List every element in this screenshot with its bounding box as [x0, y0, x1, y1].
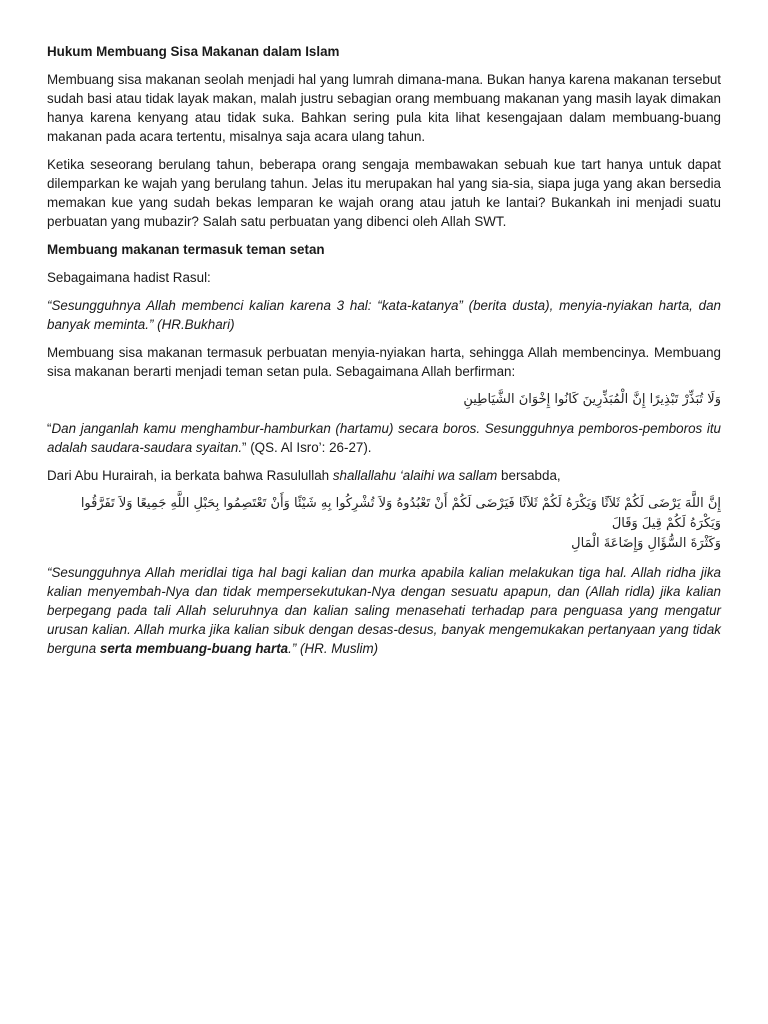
paragraph-explanation: Membuang sisa makanan termasuk perbuatan menyia-nyiakan harta, sehingga Allah membencinya. Membuang sisa makanan berarti menjadi teman setan pula. Sebagaimana Allah berfirman: — [47, 345, 721, 379]
document-page — [47, 42, 721, 667]
arabic-verse: وَلَا تُبَذِّرْ تَبْذِيرًا إِنَّ الْمُبَذِّرِينَ كَانُوا إِخْوَانَ الشَّيَاطِينِ — [463, 392, 721, 407]
arabic-hadith-line: إِنَّ اللَّهَ يَرْضَى لَكُمْ ثَلاَثًا وَيَكْرَهُ لَكُمْ ثَلاَثًا فَيَرْضَى لَكُمْ أَنْ تَعْبُدُوهُ وَلاَ تُشْرِكُوا بِهِ شَيْئًا وَأَنْ تَعْتَصِمُوا بِحَبْلِ اللَّهِ جَمِيعًا وَلاَ تَفَرَّقُوا وَيَكْرَهُ لَكُمْ قِيلَ وَقَالَ — [80, 496, 721, 531]
arabic-hadith-line: وَكَثْرَةَ السُّؤَالِ وَإِضَاعَةَ الْمَالِ — [571, 536, 721, 551]
hadith-translation-muslim — [47, 563, 721, 658]
narration-tail: bersabda, — [497, 468, 561, 483]
narration-lead: Dari Abu Hurairah, ia berkata bahwa Rasulullah — [47, 468, 333, 483]
paragraph-birthday: Ketika seseorang berulang tahun, beberapa orang sengaja membawakan sebuah kue tart hanya untuk dapat dilemparkan ke wajah yang berulang tahun. Jelas itu merupakan hal yang sia-sia, siapa juga yang akan bersedia memakan kue yang sudah bekas lemparan ke wajah orang atau jatuh ke lantai? Bukankah ini menjadi suatu perbuatan yang mubazir? Salah satu perbuatan yang dibenci oleh Allah SWT. — [47, 157, 721, 229]
quote-source: ” (QS. Al Isro’: 26-27). — [242, 440, 372, 455]
emphasis-text: serta membuang-buang harta — [99, 641, 289, 656]
hadist-intro: Sebagaimana hadist Rasul: — [47, 270, 211, 285]
arabic-hadith — [47, 494, 721, 554]
quote-open: “ — [47, 421, 52, 436]
honorific: shallallahu ‘alaihi wa sallam — [332, 468, 498, 483]
translation-text: “Sesungguhnya Allah meridlai tiga hal bagi kalian dan murka apabila kalian melakukan tiga hal. Allah ridha jika kalian menyembah-Nya dan tidak mempersekutukan-Nya dengan sesuatu apapun, dan (Allah ridla) jika kalian berpegang pada tali Allah seluruhnya dan kalian saling menasehati terhadap para penguasa yang mengatur urusan kalian. Allah murka jika kalian sibuk dengan desas-desus, banyak mengemukakan pertanyaan yang tidak berguna — [47, 565, 721, 656]
section-heading: Membuang makanan termasuk teman setan — [47, 242, 325, 257]
quran-translation — [47, 419, 721, 457]
quote-source: ” (HR.Bukhari) — [148, 317, 235, 332]
paragraph-intro: Membuang sisa makanan seolah menjadi hal yang lumrah dimana-mana. Bukan hanya karena makanan tersebut sudah basi atau tidak layak makan, malah justru sebagian orang membuang makanan yang masih layak dimakan hanya karena kenyang atau tidak suka. Bahkan sering pula kita lihat kesengajaan dalam membuang-buang makanan pada acara tertentu, misalnya saja acara ulang tahun. — [47, 72, 721, 144]
quote-source: .” (HR. Muslim) — [288, 641, 379, 656]
paragraph-abu-hurairah — [47, 466, 721, 485]
hadith-quote-bukhari — [47, 296, 721, 334]
quote-text: “Sesungguhnya Allah membenci kalian karena 3 hal: “kata-katanya” (berita dusta), menyia-nyiakan harta, dan banyak meminta. — [47, 298, 721, 332]
page-title: Hukum Membuang Sisa Makanan dalam Islam — [47, 44, 340, 59]
translation-text: Dan janganlah kamu menghambur-hamburkan (hartamu) secara boros. Sesungguhnya pemboros-pemboros itu adalah saudara-saudara syaitan. — [47, 421, 721, 455]
